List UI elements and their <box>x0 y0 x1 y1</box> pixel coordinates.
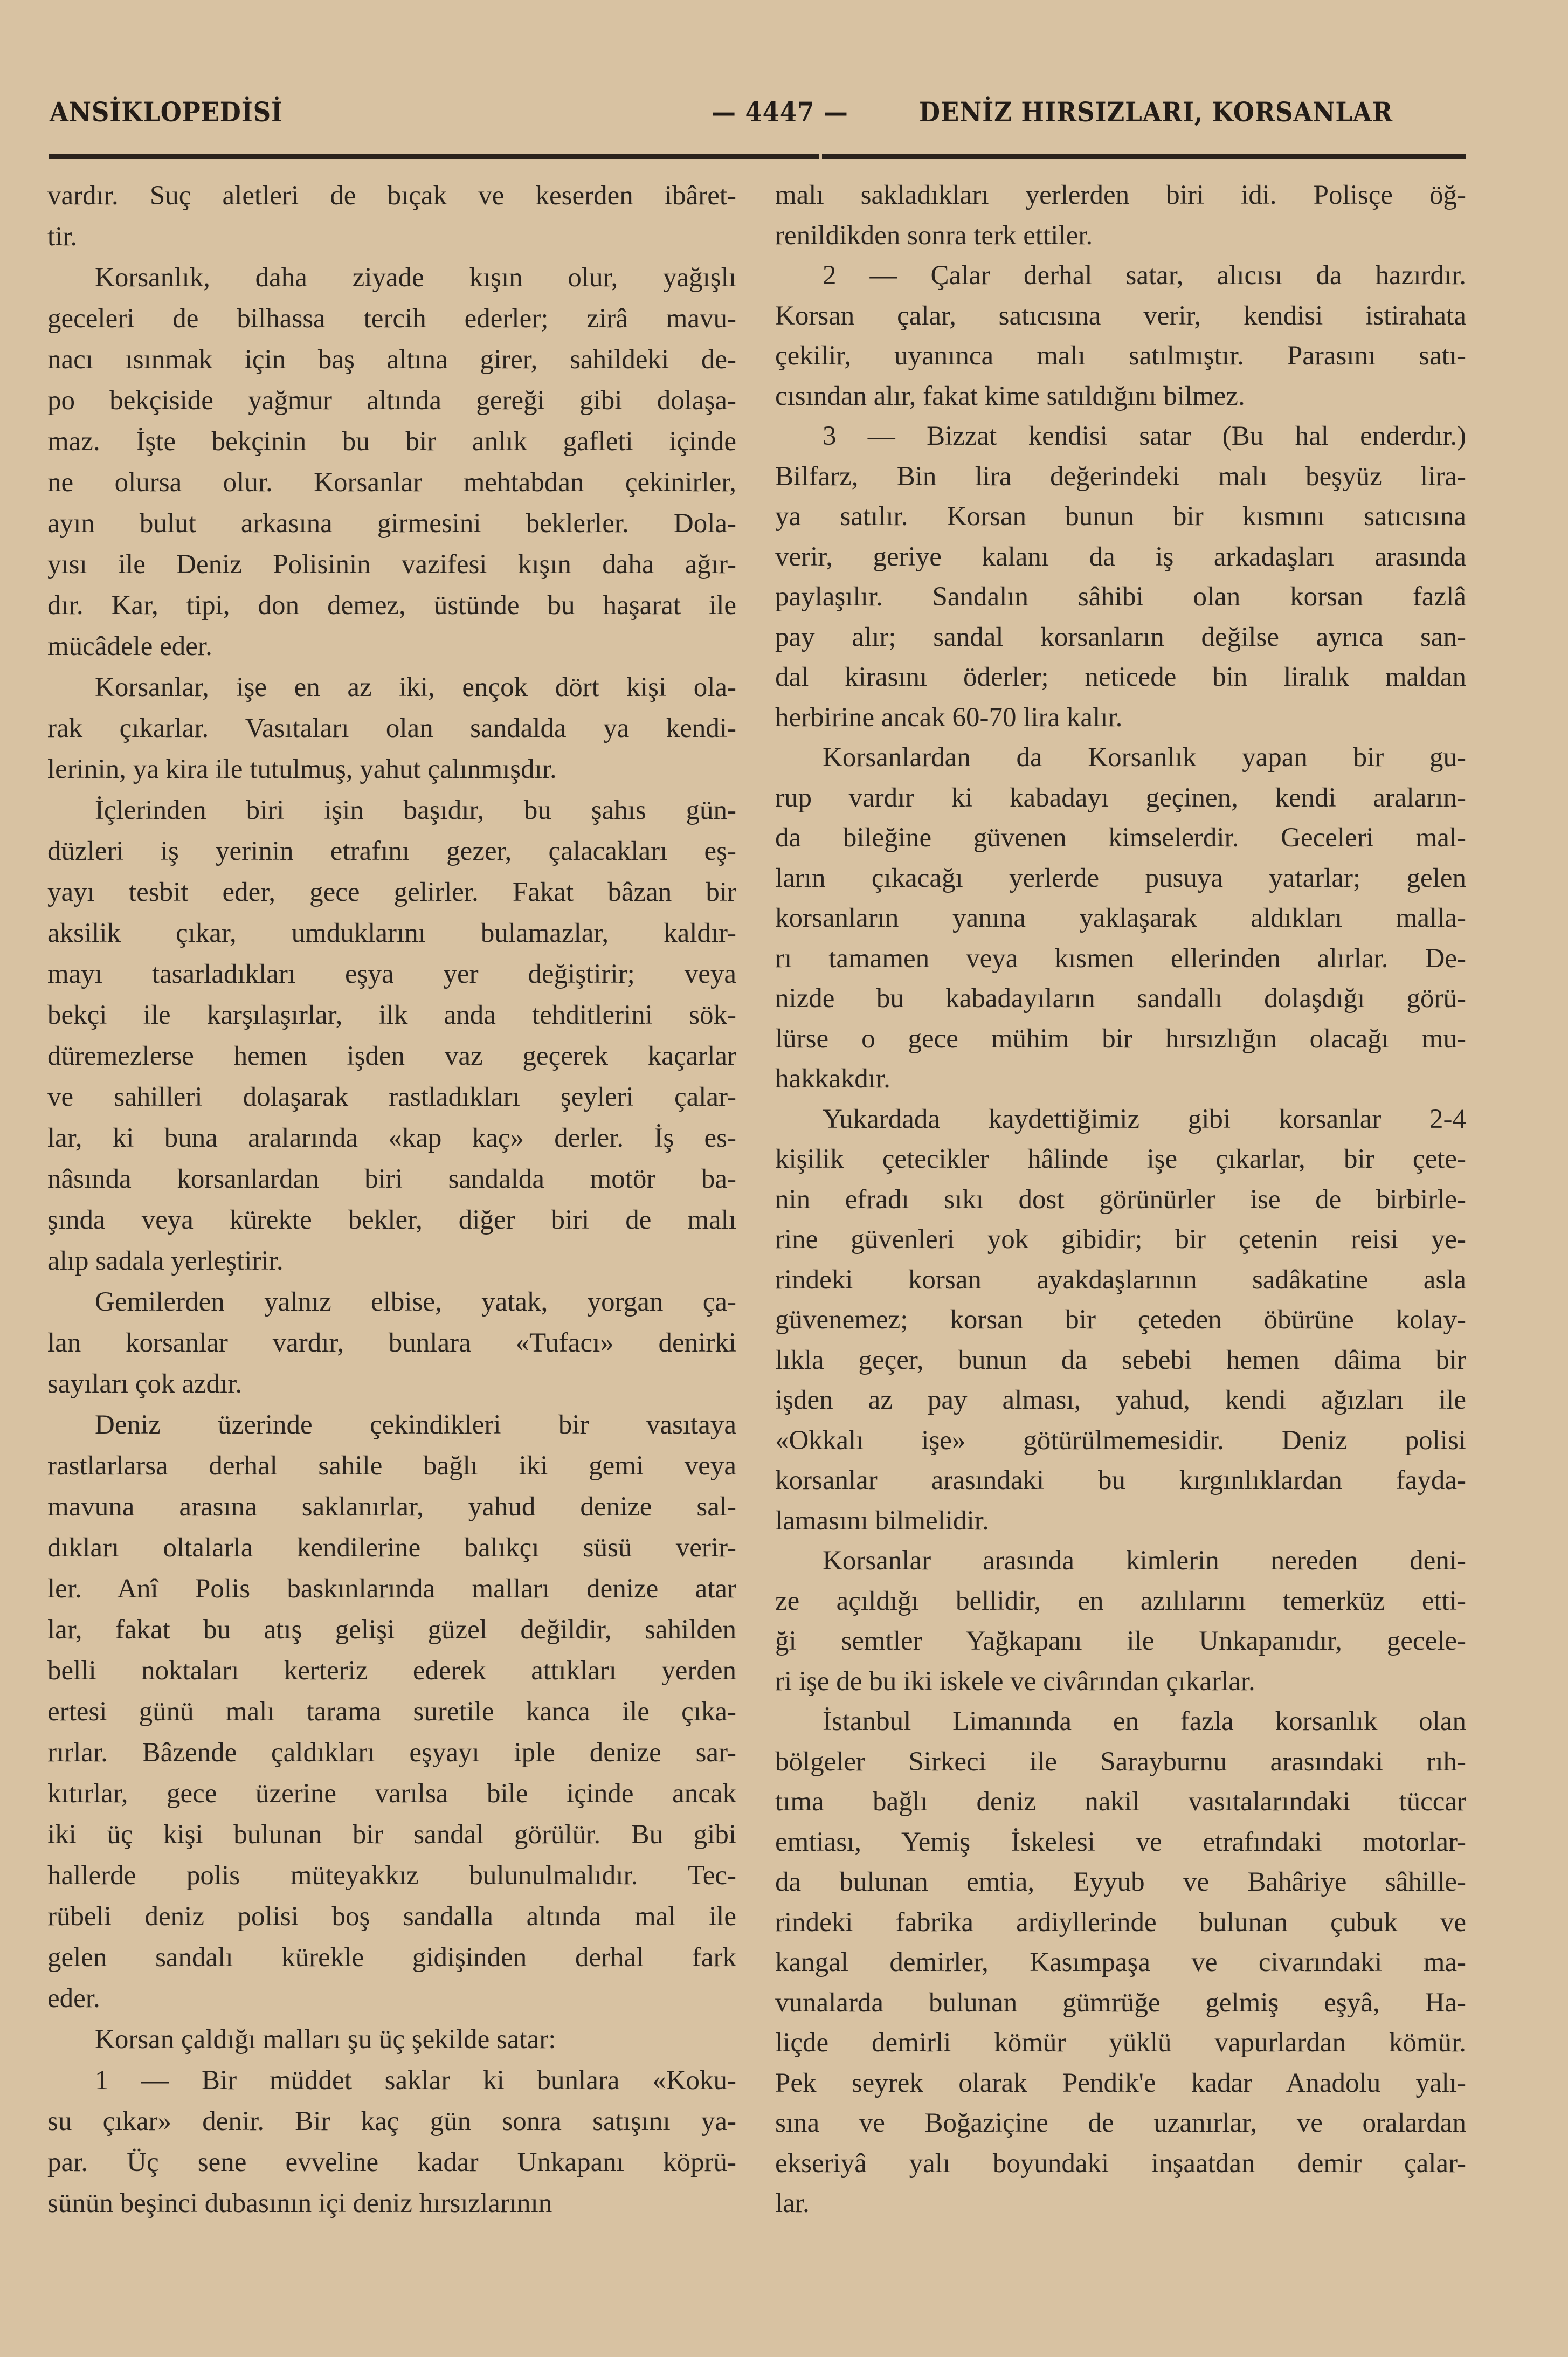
text-line: rindeki korsan ayakdaşlarının sadâkatine asla <box>775 1264 1466 1295</box>
text-line: nacı ısınmak için baş altına girer, sahildeki de- <box>47 344 736 375</box>
paragraph <box>47 2019 736 2060</box>
text-line: belli noktaları kerteriz ederek attıkları yerden <box>47 1656 736 1686</box>
text-line: tir. <box>47 222 78 252</box>
text-line: «Okkalı işe» götürülmemesidir. Deniz polisi <box>775 1425 1466 1456</box>
text-line: 3 — Bizzat kendisi satar (Bu hal enderdır.) <box>823 421 1466 451</box>
text-line: vunalarda bulunan gümrüğe gelmiş eşyâ, Ha- <box>775 1987 1466 2018</box>
text-line: ne olursa olur. Korsanlar mehtabdan çekinirler, <box>47 467 736 498</box>
text-line: kangal demirler, Kasımpaşa ve civarındaki ma- <box>775 1947 1466 1977</box>
text-line: ği semtler Yağkapanı ile Unkapanıdır, gecele- <box>775 1626 1466 1656</box>
text-line: hakkakdır. <box>775 1064 890 1094</box>
text-line: rastlarlarsa derhal sahile bağlı iki gemi veya <box>47 1451 736 1481</box>
running-header-title: DENİZ HIRSIZLARI, KORSANLAR <box>919 96 1393 128</box>
paragraph <box>775 1701 1466 2224</box>
text-line: sünün beşinci dubasının içi deniz hırsızlarının <box>47 2188 552 2218</box>
text-line: vardır. Suç aletleri de bıçak ve keserden ibâret- <box>47 181 736 211</box>
text-line: kişilik çetecikler hâlinde işe çıkarlar, bir çete- <box>775 1144 1466 1174</box>
text-line: aksilik çıkar, umduklarını bulamazlar, kaldır- <box>47 918 736 948</box>
text-line: korsanların yanına yaklaşarak aldıkları malla- <box>775 903 1466 933</box>
text-line: paylaşılır. Sandalın sâhibi olan korsan fazlâ <box>775 582 1466 612</box>
text-line: verir, geriye kalanı da iş arkadaşları arasında <box>775 541 1466 572</box>
text-line: lan korsanlar vardır, bunlara «Tufacı» denirki <box>47 1328 736 1358</box>
text-line: rup vardır ki kabadayı geçinen, kendi araların- <box>775 782 1466 813</box>
text-line: par. Üç sene evveline kadar Unkapanı köprü- <box>47 2147 736 2177</box>
text-line: ya satılır. Korsan bunun bir kısmını satıcısına <box>775 501 1466 532</box>
text-line: emtiası, Yemiş İskelesi ve etrafındaki motorlar- <box>775 1827 1466 1857</box>
text-line: mayı tasarladıkları eşya yer değiştirir; veya <box>47 959 736 989</box>
text-line: düremezlerse hemen işden vaz geçerek kaçarlar <box>47 1041 736 1071</box>
header-rule <box>49 154 819 159</box>
text-line: lamasını bilmelidir. <box>775 1505 989 1536</box>
text-line: Korsanlar arasında kimlerin nereden deni- <box>823 1546 1466 1576</box>
text-line: şında veya kürekte bekler, diğer biri de malı <box>47 1205 736 1235</box>
text-line: İçlerinden biri işin başıdır, bu şahıs gün- <box>95 795 736 825</box>
text-line: rı tamamen veya kısmen ellerinden alırlar. De- <box>775 943 1466 974</box>
text-line: ertesi günü malı tarama suretile kanca ile çıka- <box>47 1697 736 1727</box>
text-line: ekseriyâ yalı boyundaki inşaatdan demir çalar- <box>775 2148 1466 2179</box>
paragraph <box>47 175 736 257</box>
text-line: Pek seyrek olarak Pendik'e kadar Anadolu yalı- <box>775 2067 1466 2098</box>
text-line: ri işe de bu iki iskele ve civârından çıkarlar. <box>775 1666 1255 1697</box>
paragraph <box>775 738 1466 1099</box>
paragraph <box>775 175 1466 256</box>
text-line: da bulunan emtia, Eyyub ve Bahâriye sâhille- <box>775 1867 1466 1897</box>
text-line: da bileğine güvenen kimselerdir. Geceleri mal- <box>775 823 1466 853</box>
paragraph <box>47 2060 736 2224</box>
text-line: pay alır; sandal korsanların değilse ayrıca san- <box>775 622 1466 652</box>
text-line: herbirine ancak 60-70 lira kalır. <box>775 702 1123 733</box>
text-line: Yukardada kaydettiğimiz gibi korsanlar 2-4 <box>823 1104 1466 1134</box>
text-line: hallerde polis müteyakkız bulunulmalıdır. Tec- <box>47 1860 736 1891</box>
text-line: ze açıldığı bellidir, en azılılarını temerküz etti- <box>775 1586 1466 1616</box>
text-line: po bekçiside yağmur altında gereği gibi dolaşa- <box>47 385 736 416</box>
text-line: sayıları çok azdır. <box>47 1369 243 1399</box>
text-line: geceleri de bilhassa tercih ederler; zirâ mavu- <box>47 304 736 334</box>
paragraph <box>775 1541 1466 1701</box>
text-line: rırlar. Bâzende çaldıkları eşyayı iple denize sar- <box>47 1738 736 1768</box>
text-line: yısı ile Deniz Polisinin vazifesi kışın daha ağır- <box>47 549 736 580</box>
text-line: Korsanlardan da Korsanlık yapan bir gu- <box>823 742 1466 773</box>
text-line: 1 — Bir müddet saklar ki bunlara «Koku- <box>95 2065 736 2096</box>
text-line: iki üç kişi bulunan bir sandal görülür. Bu gibi <box>47 1820 736 1850</box>
paragraph <box>47 1281 736 1404</box>
text-line: nizde bu kabadayıların sandallı dolaşdığı görü- <box>775 983 1466 1014</box>
text-line: dır. Kar, tipi, don demez, üstünde bu haşarat ile <box>47 590 736 621</box>
text-line: bekçi ile karşılaşırlar, ilk anda tehditlerini sök- <box>47 1000 736 1030</box>
paragraph <box>775 256 1466 416</box>
text-line: maz. İşte bekçinin bu bir anlık gafleti içinde <box>47 426 736 457</box>
text-line: yayı tesbit eder, gece gelirler. Fakat bâzan bir <box>47 877 736 907</box>
text-line: Gemilerden yalnız elbise, yatak, yorgan ça- <box>95 1287 736 1317</box>
text-line: Korsan çalar, satıcısına verir, kendisi istirahata <box>775 300 1466 331</box>
text-line: lıkla geçer, bunun da sebebi hemen dâima bir <box>775 1345 1466 1375</box>
text-line: bölgeler Sirkeci ile Sarayburnu arasındaki rıh- <box>775 1746 1466 1777</box>
text-line: nin efradı sıkı dost görünürler ise de birbirle- <box>775 1184 1466 1215</box>
paragraph <box>47 257 736 667</box>
text-column-left <box>47 175 736 2224</box>
header-rule <box>822 154 1466 159</box>
text-line: Bilfarz, Bin lira değerindeki malı beşyüz lira- <box>775 461 1466 492</box>
text-line: su çıkar» denir. Bir kaç gün sonra satışını ya- <box>47 2106 736 2137</box>
paragraph <box>775 1099 1466 1541</box>
text-line: rak çıkarlar. Vasıtaları olan sandalda ya kendi- <box>47 713 736 743</box>
text-line: güvenemez; korsan bir çeteden öbürüne kolay- <box>775 1305 1466 1335</box>
text-line: gelen sandalı kürekle gidişinden derhal fark <box>47 1942 736 1973</box>
text-line: tıma bağlı deniz nakil vasıtalarındaki tüccar <box>775 1787 1466 1817</box>
text-line: rindeki fabrika ardiyllerinde bulunan çubuk ve <box>775 1907 1466 1938</box>
text-line: dal kirasını öderler; neticede bin liralık maldan <box>775 662 1466 692</box>
text-line: ve sahilleri dolaşarak rastladıkları şeyleri çalar- <box>47 1082 736 1112</box>
text-line: liçde demirli kömür yüklü vapurlardan kömür. <box>775 2028 1466 2058</box>
page-number: — 4447 — <box>712 96 848 128</box>
text-line: lürse o gece mühim bir hırsızlığın olacağı mu- <box>775 1023 1466 1054</box>
text-line: işden az pay alması, yahud, kendi ağızları ile <box>775 1385 1466 1415</box>
running-header-left: ANSİKLOPEDİSİ <box>50 96 284 128</box>
text-line: mavuna arasına saklanırlar, yahud denize sal- <box>47 1492 736 1522</box>
text-line: sına ve Boğaziçine de uzanırlar, ve oralardan <box>775 2108 1466 2138</box>
paragraph <box>47 1404 736 2019</box>
text-line: 2 — Çalar derhal satar, alıcısı da hazırdır. <box>823 260 1466 291</box>
text-line: düzleri iş yerinin etrafını gezer, çalacakları eş- <box>47 836 736 866</box>
text-line: Korsan çaldığı malları şu üç şekilde satar: <box>95 2024 556 2055</box>
paragraph <box>775 416 1466 738</box>
text-line: malı sakladıkları yerlerden biri idi. Polisçe öğ- <box>775 180 1466 210</box>
text-line: mücâdele eder. <box>47 631 212 661</box>
text-line: cısından alır, fakat kime satıldığını bilmez. <box>775 381 1245 411</box>
text-line: alıp sadala yerleştirir. <box>47 1246 284 1276</box>
text-line: nâsında korsanlardan biri sandalda motör ba- <box>47 1164 736 1194</box>
text-line: Korsanlar, işe en az iki, ençok dört kişi ola- <box>95 672 736 702</box>
text-line: lar, ki buna aralarında «kap kaç» derler. İş es- <box>47 1123 736 1153</box>
paragraph <box>47 667 736 790</box>
text-line: lerinin, ya kira ile tutulmuş, yahut çalınmışdır. <box>47 754 557 784</box>
text-column-right <box>775 175 1466 2224</box>
text-line: renildikden sonra terk ettiler. <box>775 220 1093 251</box>
text-line: kıtırlar, gece üzerine varılsa bile içinde ancak <box>47 1779 736 1809</box>
text-line: ler. Anî Polis baskınlarında malları denize atar <box>47 1574 736 1604</box>
text-line: ların çıkacağı yerlerde pusuya yatarlar; gelen <box>775 863 1466 893</box>
text-line: dıkları oltalarla kendilerine balıkçı süsü verir- <box>47 1533 736 1563</box>
text-line: lar, fakat bu atış gelişi güzel değildir, sahilden <box>47 1615 736 1645</box>
paragraph <box>47 790 736 1281</box>
text-line: Korsanlık, daha ziyade kışın olur, yağışlı <box>95 263 736 293</box>
text-line: İstanbul Limanında en fazla korsanlık olan <box>823 1706 1466 1736</box>
text-line: çekilir, uyanınca malı satılmıştır. Parasını satı- <box>775 341 1466 371</box>
text-line: ayın bulut arkasına girmesini beklerler. Dola- <box>47 508 736 539</box>
text-line: rine güvenleri yok gibidir; bir çetenin reisi ye- <box>775 1224 1466 1255</box>
text-line: eder. <box>47 1983 100 2014</box>
text-line: lar. <box>775 2188 810 2218</box>
text-line: korsanlar arasındaki bu kırgınlıklardan fayda- <box>775 1465 1466 1495</box>
text-line: rübeli deniz polisi boş sandalla altında mal ile <box>47 1901 736 1932</box>
text-line: Deniz üzerinde çekindikleri bir vasıtaya <box>95 1410 736 1440</box>
